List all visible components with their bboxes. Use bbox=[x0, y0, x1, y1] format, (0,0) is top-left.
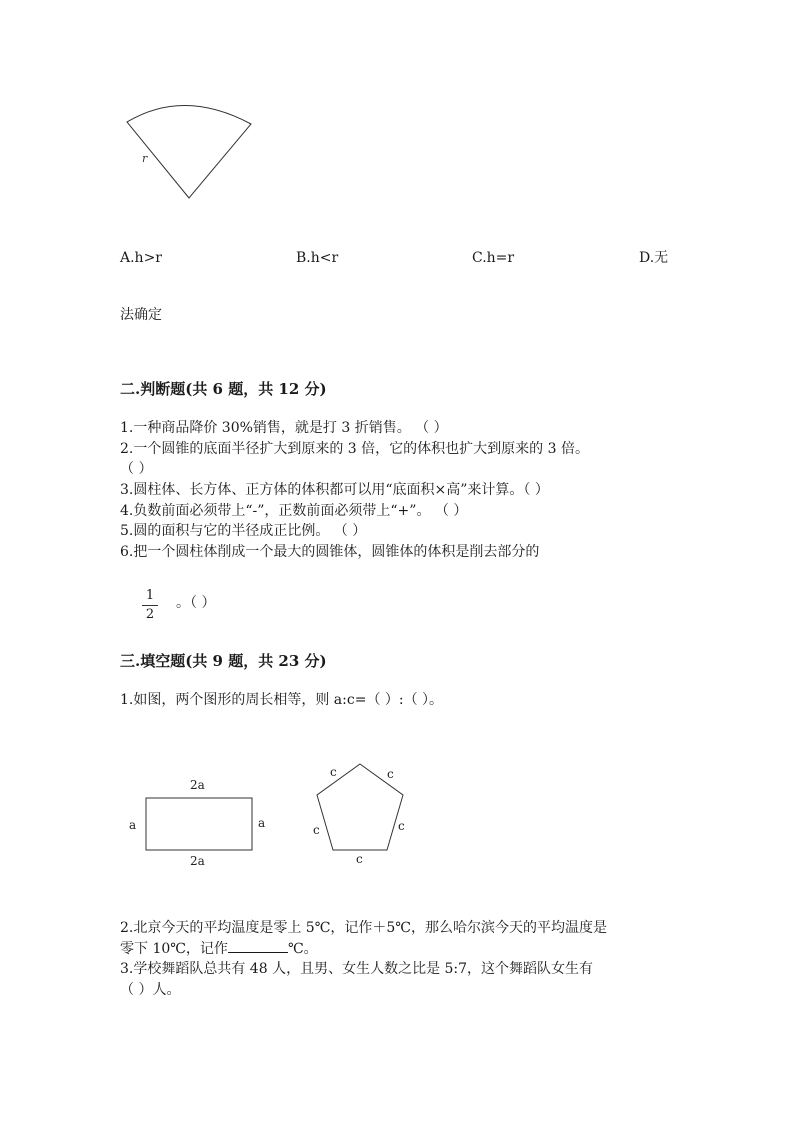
judge-item-1: 1.一种商品降价 30%销售，就是打 3 折销售。 （ ） bbox=[120, 420, 448, 436]
fill-q2-line2 bbox=[120, 938, 318, 959]
judge-item-4: 4.负数前面必须带上“-”，正数前面必须带上“+”。 （ ） bbox=[120, 503, 468, 519]
judge-item-3: 3.圆柱体、长方体、正方体的体积都可以用“底面积×高”来计算。（ ） bbox=[120, 482, 549, 498]
option-b: B.h<r bbox=[296, 250, 339, 266]
rectangle-shape bbox=[146, 798, 252, 850]
option-d: D.无 bbox=[639, 250, 669, 266]
rect-right-label: a bbox=[258, 816, 266, 830]
fraction-numerator: 1 bbox=[145, 588, 155, 603]
fraction-bar bbox=[142, 605, 158, 606]
judge-item-6-tail: 。（ ） bbox=[176, 595, 216, 611]
fill-q1: 1.如图，两个图形的周长相等，则 a:c=（ ）:（ ）。 bbox=[120, 692, 444, 708]
fill-q3-line1: 3.学校舞蹈队总共有 48 人，且男、女生人数之比是 5:7，这个舞蹈队女生有 bbox=[120, 961, 594, 977]
fill-q2-blank[interactable] bbox=[228, 938, 288, 953]
pentagon-side-label: c bbox=[356, 852, 363, 866]
fill-q3-line2: （ ）人。 bbox=[120, 982, 181, 998]
pentagon-figure bbox=[300, 755, 420, 870]
pentagon-side-label: c bbox=[313, 823, 320, 837]
rect-top-label: 2a bbox=[190, 778, 205, 792]
rectangle-figure bbox=[120, 770, 280, 870]
fill-q2-suffix: ℃。 bbox=[287, 941, 318, 957]
section2-heading: 二.判断题(共 6 题，共 12 分) bbox=[120, 380, 327, 398]
fraction-one-half bbox=[142, 588, 158, 623]
judge-item-6: 6.把一个圆柱体削成一个最大的圆锥体，圆锥体的体积是削去部分的 bbox=[120, 544, 540, 560]
judge-item-5: 5.圆的面积与它的半径成正比例。 （ ） bbox=[120, 523, 367, 539]
pentagon-side-label: c bbox=[398, 819, 405, 833]
judge-item-2-paren: （ ） bbox=[120, 461, 153, 477]
pentagon-side-label: c bbox=[330, 765, 337, 779]
option-d-continued: 法确定 bbox=[120, 307, 162, 323]
fraction-denominator: 2 bbox=[145, 607, 155, 622]
sector-radius-label: r bbox=[142, 152, 148, 165]
section3-heading: 三.填空题(共 9 题，共 23 分) bbox=[120, 652, 327, 670]
pentagon-side-label: c bbox=[387, 767, 394, 781]
rect-left-label: a bbox=[129, 818, 137, 832]
rect-bottom-label: 2a bbox=[190, 854, 205, 868]
fill-q2-prefix: 零下 10℃，记作 bbox=[120, 941, 228, 957]
sector-figure bbox=[120, 100, 260, 205]
fill-q2-line1: 2.北京今天的平均温度是零上 5℃，记作＋5℃，那么哈尔滨今天的平均温度是 bbox=[120, 920, 607, 936]
option-a: A.h>r bbox=[120, 250, 162, 266]
judge-item-2: 2.一个圆锥的底面半径扩大到原来的 3 倍，它的体积也扩大到原来的 3 倍。 bbox=[120, 441, 589, 457]
option-c: C.h=r bbox=[472, 250, 515, 266]
